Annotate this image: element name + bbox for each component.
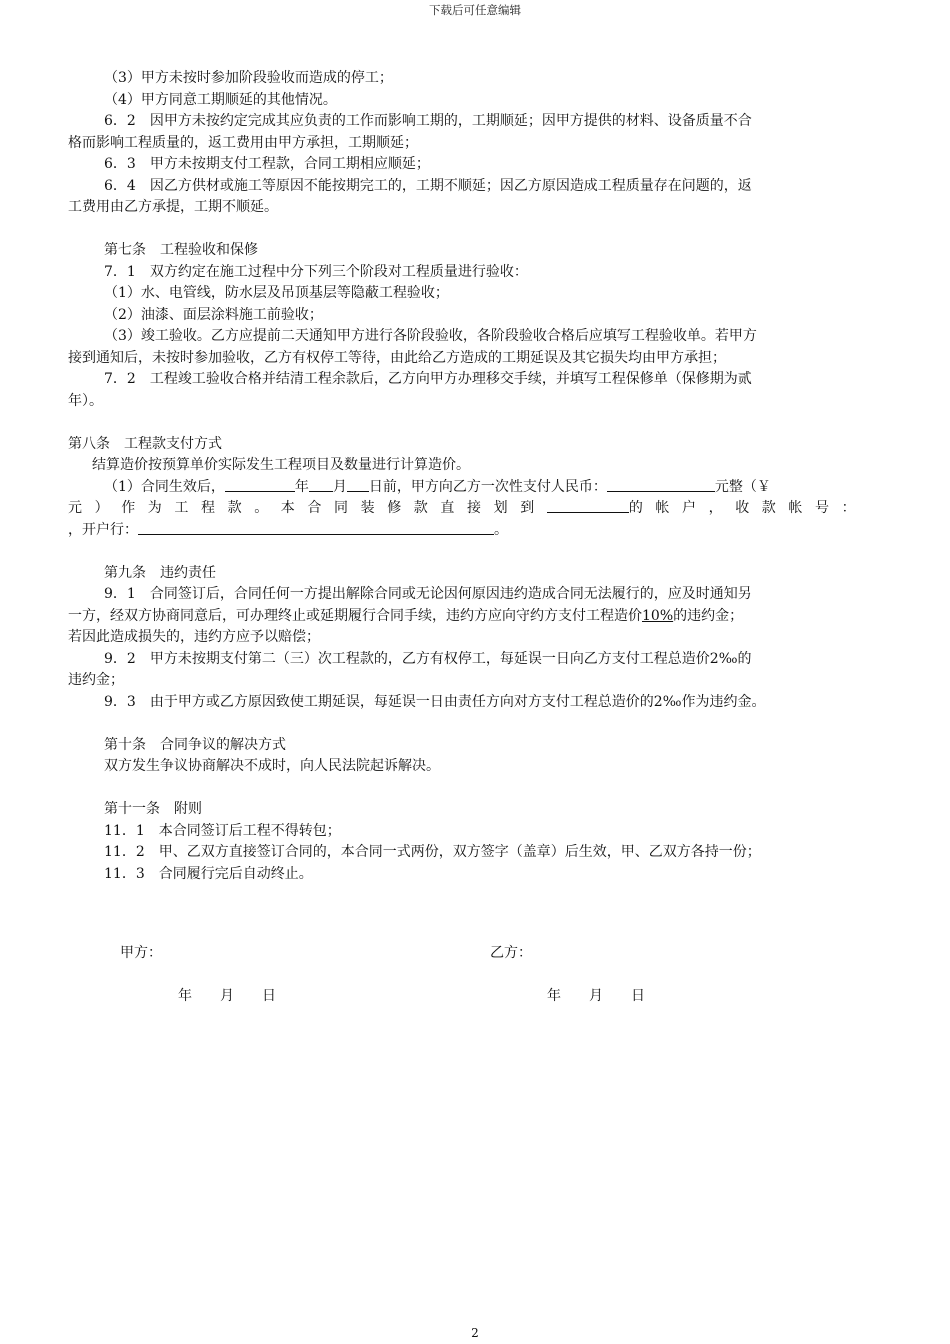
- text-line: 9．3 由于甲方或乙方原因致使工期延误，每延误一日由责任方向对方支付工程总造价的2‰作为违约金。: [104, 693, 766, 710]
- party-a-signature-label: 甲方：: [120, 945, 162, 961]
- section-heading-8: 第八条 工程款支付方式: [68, 435, 222, 452]
- text-line: （1）水、电管线，防水层及吊顶基层等隐蔽工程验收；: [104, 285, 449, 301]
- text-line: 9．1 合同签订后，合同任何一方提出解除合同或无论因何原因违约造成合同无法履行的，应及时通知另: [104, 586, 752, 602]
- month-blank[interactable]: [309, 477, 333, 492]
- section-heading-9: 第九条 违约责任: [104, 564, 216, 581]
- page-number: 2: [471, 1326, 479, 1340]
- payment-line: 元）作为工程款。本合同装修款直接划到 的帐户，收款帐号：: [68, 500, 869, 516]
- party-a-date: 年 月 日: [178, 988, 276, 1004]
- text-line: 结算造价按预算单价实际发生工程项目及数量进行计算造价。: [92, 457, 470, 473]
- text-line: 7．2 工程竣工验收合格并结清工程余款后，乙方向甲方办理移交手续，并填写工程保修单（保修期为贰: [104, 371, 752, 387]
- text-line: 双方发生争议协商解决不成时，向人民法院起诉解决。: [104, 758, 440, 774]
- party-b-date: 年 月 日: [547, 988, 645, 1004]
- section-heading-11: 第十一条 附则: [104, 801, 202, 817]
- text-line: 违约金；: [68, 672, 124, 688]
- payment-line: ，开户行： 。: [68, 521, 508, 538]
- text-line: （3）竣工验收。乙方应提前二天通知甲方进行各阶段验收，各阶段验收合格后应填写工程验收单。若甲方: [104, 328, 757, 344]
- text-line: 工费用由乙方承提，工期不顺延。: [68, 199, 278, 215]
- text-line: 6．4 因乙方供材或施工等原因不能按期完工的，工期不顺延；因乙方原因造成工程质量存在问题的，返: [104, 177, 752, 194]
- section-heading-7: 第七条 工程验收和保修: [104, 242, 258, 258]
- text-line: （3）甲方未按时参加阶段验收而造成的停工；: [104, 70, 393, 86]
- text-line: 一方，经双方协商同意后，可办理终止或延期履行合同手续，违约方应向守约方支付工程造价10%的违约金；: [68, 607, 744, 624]
- text-line: （4）甲方同意工期顺延的其他情况。: [104, 91, 337, 108]
- contract-body: [68, 68, 882, 885]
- text-line: 9．2 甲方未按期支付第二（三）次工程款的，乙方有权停工，每延误一日向乙方支付工程总造价2‰的: [104, 650, 752, 667]
- page-header: 下载后可任意编辑: [429, 3, 521, 17]
- text-line: 11．2 甲、乙双方直接签订合同的，本合同一式两份，双方签字（盖章）后生效，甲、乙双方各持一份；: [104, 844, 761, 860]
- bank-blank[interactable]: [138, 520, 494, 535]
- section-heading-10: 第十条 合同争议的解决方式: [104, 736, 286, 753]
- amount-blank[interactable]: [607, 477, 715, 492]
- payment-line: （1）合同生效后， 年 月 日前，甲方向乙方一次性支付人民币： 元整（￥: [104, 478, 771, 495]
- day-blank[interactable]: [347, 477, 369, 492]
- text-line: 接到通知后，未按时参加验收，乙方有权停工等待，由此给乙方造成的工期延误及其它损失均由甲方承担；: [68, 349, 726, 366]
- text-line: 6．3 甲方未按期支付工程款，合同工期相应顺延；: [104, 156, 430, 172]
- text-line: 6．2 因甲方未按约定完成其应负责的工作而影响工期的，工期顺延；因甲方提供的材料、设备质量不合: [104, 113, 752, 129]
- year-blank[interactable]: [225, 477, 295, 492]
- party-b-signature-label: 乙方：: [490, 945, 532, 961]
- text-line: 7．1 双方约定在施工过程中分下列三个阶段对工程质量进行验收：: [104, 263, 528, 280]
- text-line: 格而影响工程质量的，返工费用由甲方承担，工期顺延；: [68, 134, 418, 151]
- account-name-blank[interactable]: [547, 498, 629, 513]
- text-line: 年）。: [68, 392, 103, 409]
- text-line: （2）油漆、面层涂料施工前验收；: [104, 306, 323, 323]
- text-line: 11．3 合同履行完后自动终止。: [104, 865, 313, 882]
- text-line: 若因此造成损失的，违约方应予以赔偿；: [68, 629, 320, 645]
- text-line: 11．1 本合同签订后工程不得转包；: [104, 822, 341, 839]
